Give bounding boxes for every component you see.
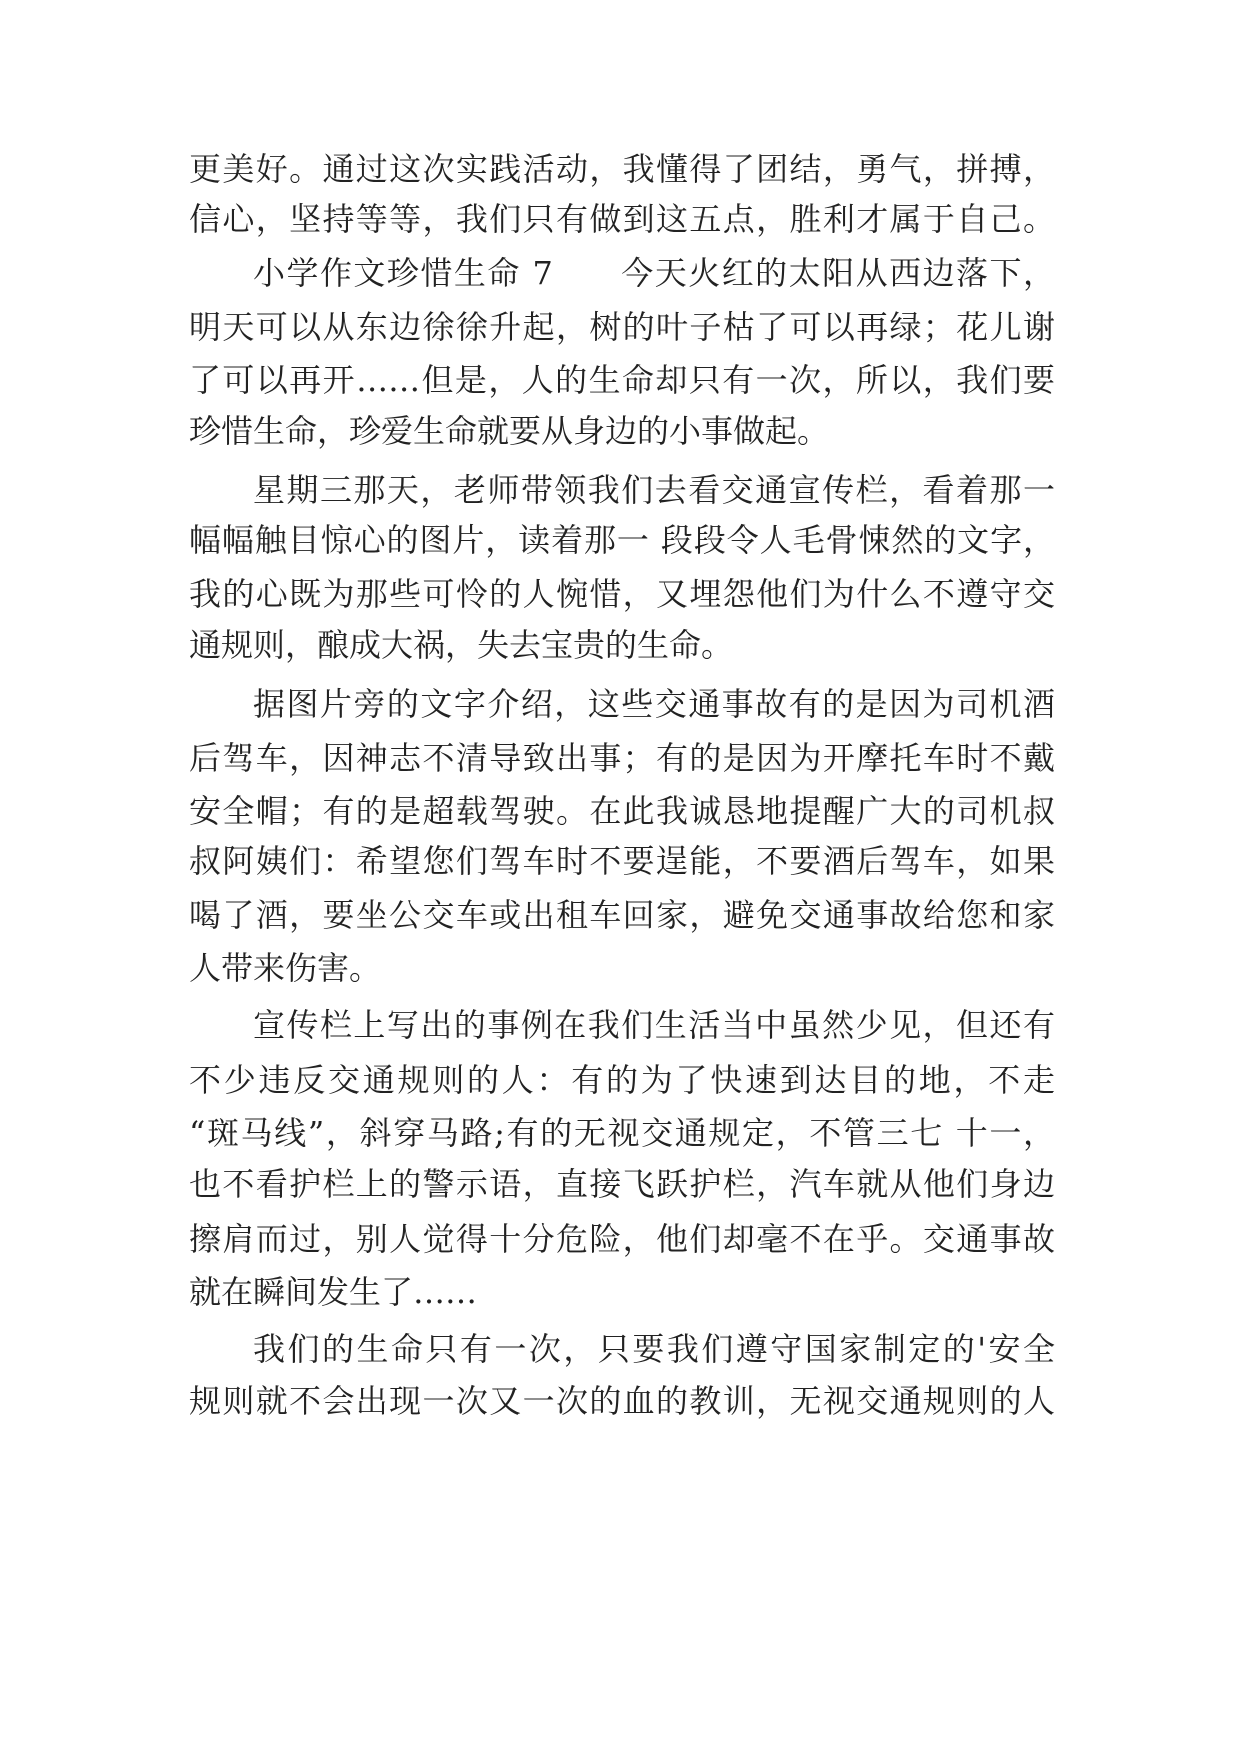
text-line: 喝了酒，要坐公交车或出租车回家，避免交通事故给您和家	[189, 896, 1055, 934]
text-line: 叔阿姨们：希望您们驾车时不要逞能，不要酒后驾车，如果	[189, 842, 1055, 880]
text-line: 通规则，酿成大祸，失去宝贵的生命。	[189, 626, 734, 664]
text-line: 明天可以从东边徐徐升起，树的叶子枯了可以再绿；花儿谢	[189, 308, 1055, 346]
text-line: 更美好。通过这次实践活动，我懂得了团结，勇气，拼搏，	[189, 150, 1055, 188]
text-line: 宣传栏上写出的事例在我们生活当中虽然少见，但还有	[253, 1006, 1055, 1044]
text-line: 就在瞬间发生了……	[189, 1273, 478, 1311]
text-line: 我们的生命只有一次，只要我们遵守国家制定的'安全	[253, 1330, 1055, 1368]
text-line: 擦肩而过，别人觉得十分危险，他们却毫不在乎。交通事故	[189, 1220, 1055, 1258]
text-line: 规则就不会出现一次又一次的血的教训，无视交通规则的人	[189, 1382, 1055, 1420]
text-line: 后驾车，因神志不清导致出事；有的是因为开摩托车时不戴	[189, 739, 1055, 777]
text-line: “斑马线”，斜穿马路;有的无视交通规定，不管三七 十一，	[189, 1114, 1055, 1152]
text-line: 了可以再开……但是，人的生命却只有一次，所以，我们要	[189, 361, 1055, 399]
text-line: 安全帽；有的是超载驾驶。在此我诚恳地提醒广大的司机叔	[189, 792, 1055, 830]
text-line: 星期三那天，老师带领我们去看交通宣传栏，看着那一	[253, 471, 1055, 509]
text-line: 珍惜生命，珍爱生命就要从身边的小事做起。	[189, 412, 830, 450]
text-line: 据图片旁的文字介绍，这些交通事故有的是因为司机酒	[253, 685, 1055, 723]
text-line: 信心，坚持等等，我们只有做到这五点，胜利才属于自己。	[189, 200, 1055, 238]
text-line: 人带来伤害。	[189, 949, 382, 987]
text-line: 不少违反交通规则的人：有的为了快速到达目的地，不走	[189, 1061, 1055, 1099]
text-line: 小学作文珍惜生命 7 今天火红的太阳从西边落下，	[253, 254, 1055, 292]
text-line: 我的心既为那些可怜的人惋惜，又埋怨他们为什么不遵守交	[189, 575, 1055, 613]
text-line: 幅幅触目惊心的图片，读着那一 段段令人毛骨悚然的文字，	[189, 521, 1055, 559]
text-line: 也不看护栏上的警示语，直接飞跃护栏，汽车就从他们身边	[189, 1165, 1055, 1203]
